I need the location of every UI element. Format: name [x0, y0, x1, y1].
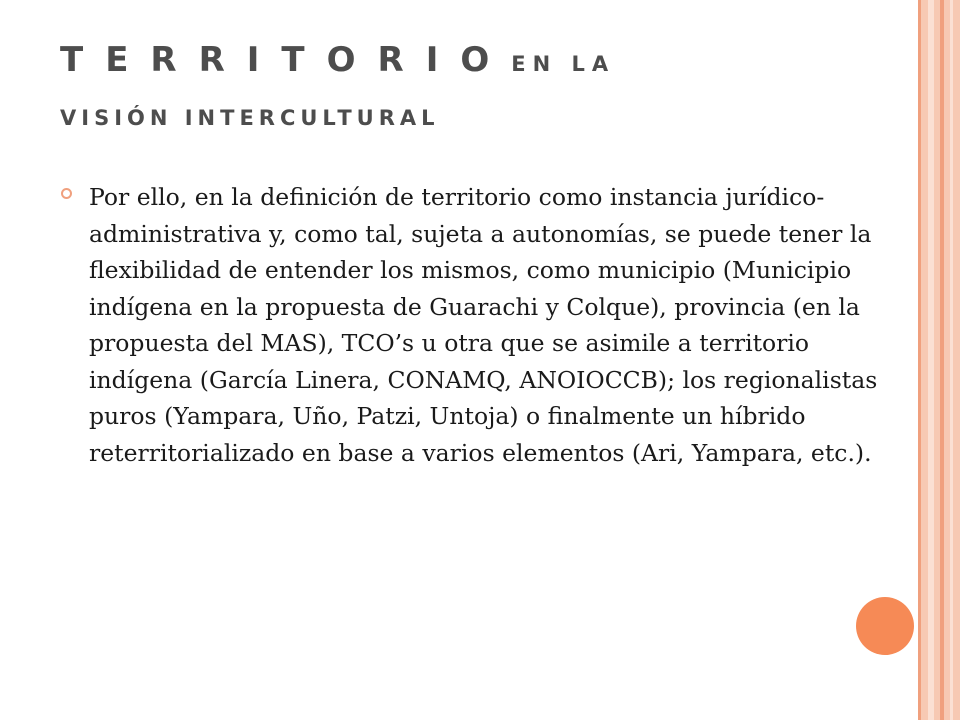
title-main-word: TERRITORIO	[60, 40, 512, 80]
right-decorative-band	[918, 0, 960, 720]
decorative-stripe	[950, 0, 953, 720]
decorative-stripe	[918, 0, 921, 720]
decorative-stripe	[940, 0, 944, 720]
decorative-stripe	[928, 0, 934, 720]
bullet-circle-icon	[61, 188, 72, 199]
bullet-paragraph: Por ello, en la definición de territorio como instancia jurídico-administrativa y, como tal, sujeta a autonomías, se puede tener la flexibilidad de entender los mismos, como municipio (Municipio indígena en la propuesta de Guarachi y Colque), provincia (en la propuesta del MAS), TCO’s u otra que se asimile a territorio indígena (García Linera, CONAMQ, ANOIOCCB); los regionalistas puros (Yampara, Uño, Patzi, Untoja) o finalmente un híbrido reterritorializado en base a varios elementos (Ari, Yampara, etc.).	[89, 183, 878, 467]
decorative-orange-circle	[856, 597, 914, 655]
title-secondary-part2: VISIÓN INTERCULTURAL	[60, 106, 440, 130]
slide-title	[60, 40, 615, 80]
title-secondary-part1: EN LA	[511, 52, 616, 76]
